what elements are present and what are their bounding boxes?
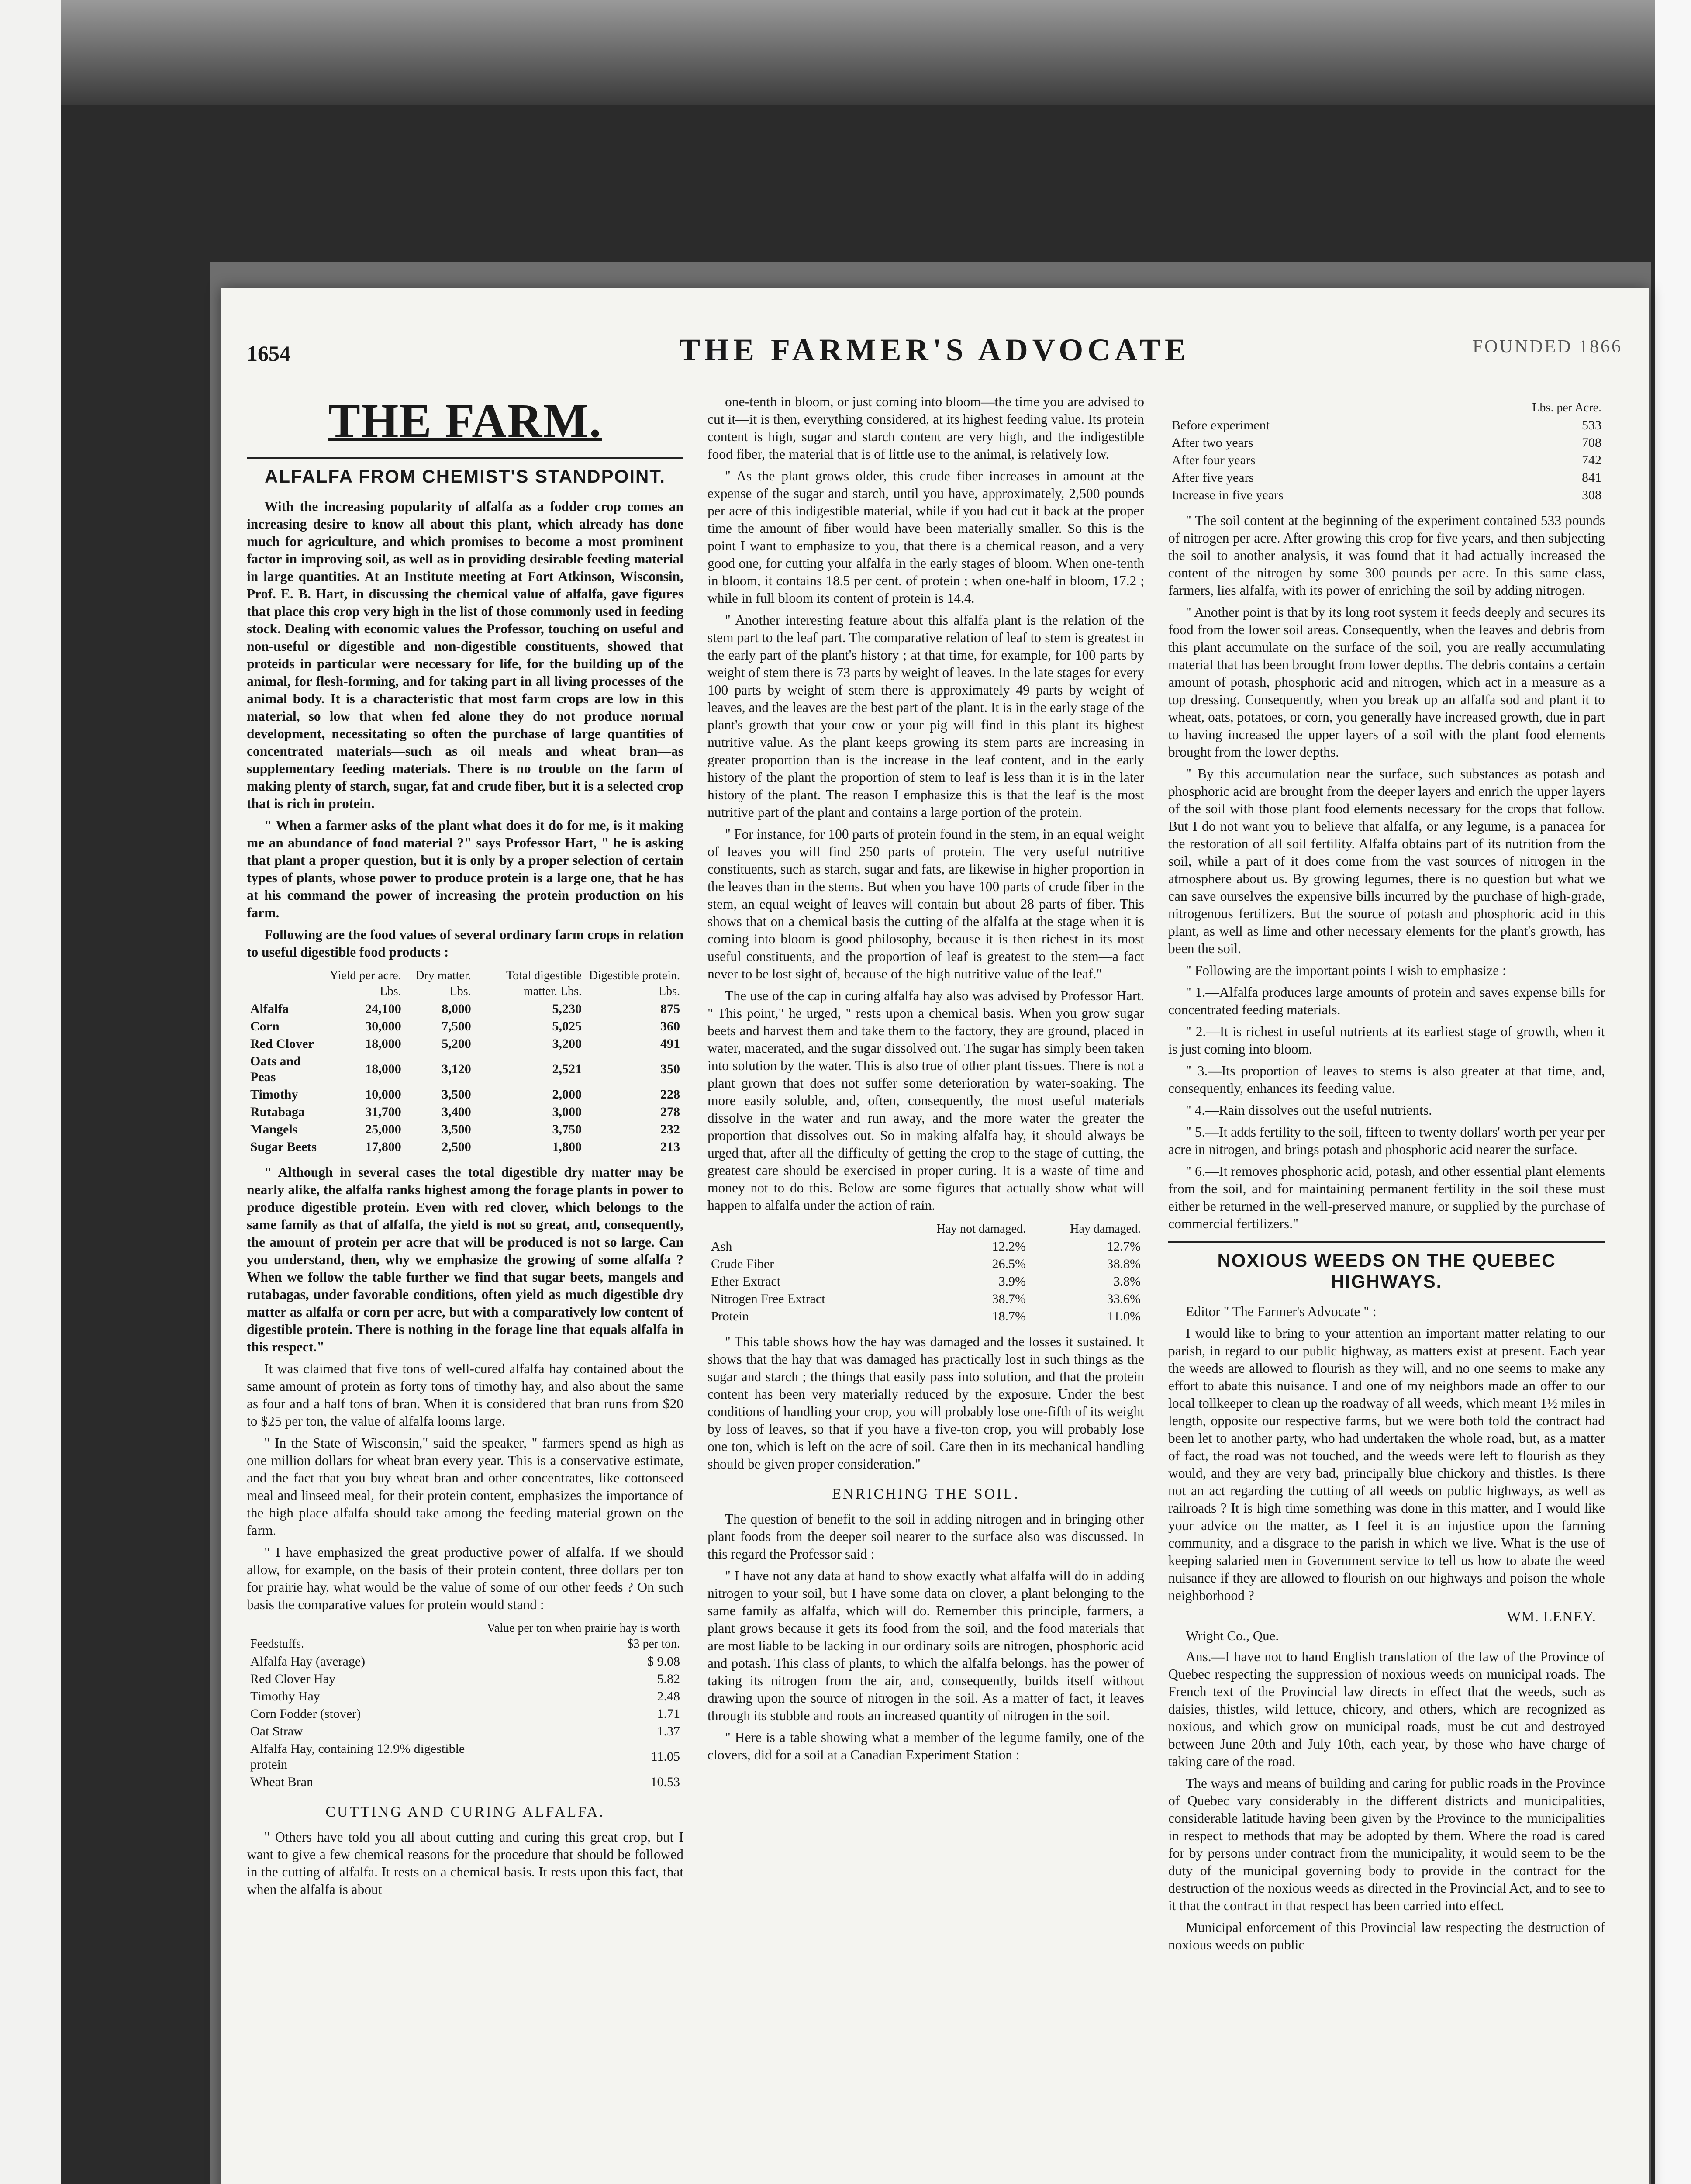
paragraph: " Another point is that by its long root system it feeds deeply and secures its food from the lower soil areas. Consequently, when the leaves and debris from this plant accumulate on the surface of the soil, you are really accumulating material that has been brought from lower depths. The debris contains a certain amount of potash, phosphoric acid and nitrogen, which act in a measure as a top dressing. Consequently, when you break up an alfalfa sod and plant it to wheat, oats, potatoes, or corn, you generally have increased growth, due in part to having increased the upper layers of a soil with the plant food elements brought from the lower depths. xyxy=(1168,605,1605,760)
table-cell: 1.37 xyxy=(657,1724,680,1738)
table-cell: 38.8% xyxy=(1107,1257,1141,1271)
table-cell: Timothy Hay xyxy=(250,1689,320,1704)
table-cell: 5,025 xyxy=(552,1019,582,1033)
table-cell: 18.7% xyxy=(992,1309,1026,1324)
table-header: Yield per acre. Lbs. xyxy=(329,969,401,998)
table-header: Digestible protein. Lbs. xyxy=(589,969,680,998)
paragraph: " I have emphasized the great productive power of alfalfa. If we should allow, for example, on the basis of their protein content, three dollars per ton for prairie hay, what would be the value of some of our other feeds ? On such basis the comparative values for protein would stand : xyxy=(247,1545,683,1612)
table-header xyxy=(247,967,324,1000)
table-cell: $ 9.08 xyxy=(647,1654,680,1669)
table-cell: 3,200 xyxy=(552,1037,582,1051)
section-title: THE FARM. xyxy=(328,394,602,447)
microfilm-right-margin xyxy=(1655,0,1691,2184)
table-cell: Before experiment xyxy=(1172,418,1270,432)
table-cell: Increase in five years xyxy=(1172,488,1284,502)
table-cell: 10.53 xyxy=(650,1775,680,1789)
table-row xyxy=(247,1138,683,1156)
table-row xyxy=(707,1255,1144,1273)
table-row xyxy=(1168,452,1605,469)
table-row xyxy=(247,1670,683,1688)
table-header xyxy=(707,1220,887,1238)
paragraph: " 6.—It removes phosphoric acid, potash, and other essential plant elements from the soil, and for maintaining permanent fertility in the soil these must either be returned in the well-preserved manure, or supplied by the purchase of commercial fertilizers." xyxy=(1168,1164,1605,1231)
table-cell: 360 xyxy=(660,1019,680,1033)
table-cell: 1.71 xyxy=(657,1707,680,1721)
table-cell: Red Clover Hay xyxy=(250,1672,335,1686)
table-cell: Oat Straw xyxy=(250,1724,303,1738)
paragraph: Municipal enforcement of this Provincial law respecting the destruction of noxious weeds on public xyxy=(1168,1920,1605,1952)
paragraph: " The soil content at the beginning of the experiment contained 533 pounds of nitrogen per acre. After growing this crop for five years, and then subjecting the soil to another analysis, it was found that it had actually increased the content of the nitrogen by some 300 pounds per acre. In this same class, farmers, lies alfalfa, with its power of enriching the soil by adding nitrogen. xyxy=(1168,513,1605,598)
running-head xyxy=(221,332,1649,371)
table-cell: Wheat Bran xyxy=(250,1775,314,1789)
paragraph: " Although in several cases the total digestible dry matter may be nearly alike, the alfalfa ranks highest among the forage plants in power to produce digestible protein. Even with red clover, which belongs to the same family as that of alfalfa, the yield is not so great, and, consequently, the amount of protein per acre that will be produced is not so large. Can you understand, then, why we emphasize the growing of some alfalfa ? When we follow the table further we find that sugar beets, mangels and rutabagas, under favorable conditions, often yield as much digestible dry matter as alfalfa or corn per acre, but with a comparatively low content of digestible protein. There is nothing in the forage line that equals alfalfa in this respect." xyxy=(247,1165,683,1355)
table-cell: After two years xyxy=(1172,435,1253,450)
table-cell: 875 xyxy=(660,1002,680,1016)
table-cell: 24,100 xyxy=(365,1002,401,1016)
table-cell: 3,000 xyxy=(552,1105,582,1119)
paragraph: It was claimed that five tons of well-cured alfalfa hay contained about the same amount of protein as forty tons of timothy hay, and also about the same as four and a half tons of bran. When it is considered that bran runs from $20 to $25 per ton, the value of alfalfa looms large. xyxy=(247,1361,683,1429)
table-row xyxy=(707,1273,1144,1290)
table-cell: 491 xyxy=(660,1037,680,1051)
paragraph: I would like to bring to your attention an important matter relating to our parish, in regard to our public highway, as matters exist at present. Each year the weeds are allowed to flourish as they will, and no one seems to make any effort to abate this nuisance. I and one of my neighbors made an offer to our local tollkeeper to clean up the roadway of all weeds, which meant 1½ miles in length, opposite our respective farms, but we were both told the contract had been let to another party, who had undertaken the whole road, but, as a matter of fact, the road was not touched, and the weeds were left to flourish as they would, and they are very bad, principally blue chickory and thistles. Is there not an act regarding the cutting of all weeds on public highways, as well as railroads ? It is high time something was done in this matter, and I would like your advice on the matter, as I feel it is an injustice upon the farming community, and a disgrace to the parish in which we live. What is the use of keeping salaried men in Government service to tell us how to abate the weed nuisance if they are allowed to flourish on our highways and poison the whole neighborhood ? xyxy=(1168,1326,1605,1603)
table-cell: 3.9% xyxy=(998,1274,1026,1289)
subheading-enriching-soil: ENRICHING THE SOIL. xyxy=(832,1486,1020,1502)
table-cell: 18,000 xyxy=(365,1062,401,1076)
table-cell: 2,000 xyxy=(552,1087,582,1102)
paragraph: " I have not any data at hand to show exactly what alfalfa will do in adding nitrogen to your soil, but I have some data on clover, a plant belonging to the same family as alfalfa, which will do. Remember this principle, farmers, a plant grows because it gets its food from the soil, and the food materials that are most liable to be lacking in our ordinary soils are nitrogen, phosphoric acid and potash. This class of plants, to which the alfalfa belongs, has the power of taking its nitrogen from the air, and, consequently, builds itself without drawing upon the source of nitrogen in the soil. As a matter of fact, it leaves through its stubble and roots an increased quantity of nitrogen in the soil. xyxy=(707,1568,1144,1723)
newspaper-page xyxy=(221,288,1649,2184)
table-cell: Corn xyxy=(250,1019,280,1033)
paragraph: The ways and means of building and caring for public roads in the Province of Quebec vary considerably in the different districts and municipalities, considerable latitude having been given by the Province to the municipalities in respect to methods that may be adopted by them. Where the road is cared for by persons under contract from the municipality, it would seem to be the duty of the municipal governing body to provide in the contract for the destruction of the noxious weeds as directed in the Provincial Act, and to see to it that the contract in that respect has been carried into effect. xyxy=(1168,1776,1605,1913)
table-row xyxy=(247,1688,683,1705)
table-cell: Protein xyxy=(711,1309,749,1324)
table-row xyxy=(1168,487,1605,504)
table-cell: 2,521 xyxy=(552,1062,582,1076)
table-cell: 5,200 xyxy=(442,1037,471,1051)
article-title-alfalfa: ALFALFA FROM CHEMIST'S STANDPOINT. xyxy=(247,457,683,487)
paragraph: one-tenth in bloom, or just coming into bloom—the time you are advised to cut it—it is then, everything considered, at its highest feeding value. Its protein content is high, sugar and starch content are very high, and the indigestible food fiber, the material that is of little use to the animal, is relatively low. xyxy=(707,394,1144,462)
table-cell: After four years xyxy=(1172,453,1256,467)
paragraph: " 5.—It adds fertility to the soil, fifteen to twenty dollars' worth per year per acre in nitrogen, and brings potash and phosphoric acid nearer the surface. xyxy=(1168,1124,1605,1157)
table-row xyxy=(247,1121,683,1138)
table-cell: Alfalfa Hay, containing 12.9% digestible protein xyxy=(250,1742,465,1772)
table-cell: 350 xyxy=(660,1062,680,1076)
table-row xyxy=(247,1740,683,1773)
table-cell: 278 xyxy=(660,1105,680,1119)
table-cell: 841 xyxy=(1582,470,1601,485)
table-header: Hay not damaged. xyxy=(936,1222,1026,1236)
table-cell: 17,800 xyxy=(365,1140,401,1154)
table-row xyxy=(247,1723,683,1740)
table-row xyxy=(1168,417,1605,434)
table-cell: 10,000 xyxy=(365,1087,401,1102)
paragraph: The question of benefit to the soil in adding nitrogen and in bringing other plant foods from the deeper soil nearer to the surface also was discussed. In this regard the Professor said : xyxy=(707,1511,1144,1562)
table-cell: Mangels xyxy=(250,1122,298,1137)
column-1 xyxy=(247,393,683,2184)
table-cell: 708 xyxy=(1582,435,1601,450)
table-cell: Oats and Peas xyxy=(250,1054,301,1084)
table-cell: 31,700 xyxy=(365,1105,401,1119)
table-row xyxy=(707,1238,1144,1255)
table-cell: Alfalfa xyxy=(250,1002,289,1016)
paragraph: " Others have told you all about cutting and curing this great crop, but I want to give a few chemical reasons for the procedure that should be followed in the cutting of alfalfa. It rests on a chemical basis. It rests upon this fact, that when the alfalfa is about xyxy=(247,1829,683,1897)
column-3 xyxy=(1168,393,1605,2184)
crop-values-table xyxy=(247,967,683,1156)
table-header: Dry matter. Lbs. xyxy=(415,969,471,998)
table-cell: 213 xyxy=(660,1140,680,1154)
table-cell: Ether Extract xyxy=(711,1274,781,1289)
column-2 xyxy=(707,393,1144,2184)
table-cell: 11.05 xyxy=(651,1749,680,1764)
table-cell: 1,800 xyxy=(552,1140,582,1154)
subheading-cutting-curing: CUTTING AND CURING ALFALFA. xyxy=(325,1804,605,1820)
table-header: Total digestible matter. Lbs. xyxy=(506,969,582,998)
paragraph: Ans.—I have not to hand English translation of the law of the Province of Quebec respecting the suppression of noxious weeds on municipal roads. The French text of the Provincial law directs in effect that the weeds, such as daisies, thistles, wild lettuce, chicory, and others, which are recognized as noxious, and which grow on municipal roads, must be cut and destroyed between June 20th and July 10th, each year, by those who have charge of taking care of the road. xyxy=(1168,1649,1605,1769)
editor-salutation: Editor " The Farmer's Advocate " : xyxy=(1186,1304,1377,1319)
table-row xyxy=(247,1653,683,1670)
table-cell: 3,750 xyxy=(552,1122,582,1137)
rain-damage-table xyxy=(707,1220,1144,1325)
table-cell: Nitrogen Free Extract xyxy=(711,1292,825,1306)
table-cell: 742 xyxy=(1582,453,1601,467)
table-cell: 7,500 xyxy=(442,1019,471,1033)
table-cell: Red Clover xyxy=(250,1037,314,1051)
paragraph: " For instance, for 100 parts of protein found in the stem, in an equal weight of leaves you will find 250 parts of protein. The very useful nutritive constituents, such as starch, sugar and fats, are likewise in higher proportion in the leaves than in the stems. But when you have 100 parts of crude fiber in the stem, an equal weight of leaves will contain but about 28 parts of fiber. This shows that on a chemical basis the cutting of the alfalfa at the stage when it is coming into bloom is good philosophy, because it is then richest in its most useful constituents, and the proportion of leaf is greatest to the stem—a fact never to be lost sight of, because of the high nutritive value of the leaf." xyxy=(707,826,1144,981)
paragraph: " 2.—It is richest in useful nutrients at its earliest stage of growth, when it is just coming into bloom. xyxy=(1168,1024,1605,1057)
table-cell: 308 xyxy=(1582,488,1601,502)
table-row xyxy=(707,1308,1144,1325)
table-cell: 228 xyxy=(660,1087,680,1102)
table-cell: Crude Fiber xyxy=(711,1257,774,1271)
table-cell: 533 xyxy=(1582,418,1601,432)
paragraph: " 1.—Alfalfa produces large amounts of protein and saves expense bills for concentrated feeding materials. xyxy=(1168,985,1605,1017)
table-cell: 3,500 xyxy=(442,1122,471,1137)
founded-line: FOUNDED 1866 xyxy=(1472,337,1622,357)
microfilm-left-margin xyxy=(0,0,61,2184)
page-number: 1654 xyxy=(247,341,290,366)
table-cell: 11.0% xyxy=(1107,1309,1141,1324)
table-header-row xyxy=(1168,399,1605,417)
paragraph: " Here is a table showing what a member of the legume family, one of the clovers, did for a soil at a Canadian Experiment Station : xyxy=(707,1730,1144,1762)
paragraph: " By this accumulation near the surface, such substances as potash and phosphoric acid are brought from the deeper layers and enrich the upper layers of the soil with those plant food elements necessary for the crops that follow. But I do not want you to believe that alfalfa, or any legume, is a panacea for the restoration of all soil fertility. Alfalfa obtains part of its nutrition from the soil, while a part of it does come from the vast sources of nitrogen in the atmosphere about us. By growing legumes, there is no question but what we can save ourselves the expensive bills incurred by the purchase of high-grade, nitrogenous fertilizers. But the source of potash and phosphoric acid in this plant, as well as lime and other necessary elements for the plant's growth, has been the soil. xyxy=(1168,766,1605,956)
paragraph: " 3.—Its proportion of leaves to stems is also greater at that time, and, consequently, enhances its feeding value. xyxy=(1168,1063,1605,1096)
table-cell: Rutabaga xyxy=(250,1105,305,1119)
table-cell: 5,230 xyxy=(552,1002,582,1016)
signature: WM. LENEY. xyxy=(1507,1609,1596,1625)
table-header-row xyxy=(247,967,683,1000)
table-row xyxy=(247,1053,683,1086)
table-row xyxy=(1168,434,1605,452)
table-cell: 2,500 xyxy=(442,1140,471,1154)
table-cell: 5.82 xyxy=(657,1672,680,1686)
table-cell: 18,000 xyxy=(365,1037,401,1051)
table-row xyxy=(247,1000,683,1018)
paragraph: " Following are the important points I wish to emphasize : xyxy=(1186,963,1506,978)
table-row xyxy=(1168,469,1605,487)
table-cell: Alfalfa Hay (average) xyxy=(250,1654,366,1669)
table-cell: 3.8% xyxy=(1113,1274,1141,1289)
paragraph: Following are the food values of several ordinary farm crops in relation to useful digestible food products : xyxy=(247,927,683,960)
paragraph: " In the State of Wisconsin," said the speaker, " farmers spend as high as one million dollars for wheat bran every year. This is a conservative estimate, and the fact that you buy wheat bran and other concentrates, like cottonseed meal and linseed meal, for their protein content, emphasizes the importance of the high place alfalfa should take among the feeding material grown on the farm. xyxy=(247,1435,683,1538)
table-header: Feedstuffs. xyxy=(250,1637,304,1651)
table-cell: 3,500 xyxy=(442,1087,471,1102)
table-cell: 12.7% xyxy=(1107,1239,1141,1254)
table-row xyxy=(247,1773,683,1791)
table-cell: 30,000 xyxy=(365,1019,401,1033)
article-title-noxious-weeds: NOXIOUS WEEDS ON THE QUEBEC HIGHWAYS. xyxy=(1168,1241,1605,1292)
paragraph: " When a farmer asks of the plant what does it do for me, is it making me an abundance of food material ?" says Professor Hart, " he is asking that plant a proper question, but it is only by a proper selection of certain types of plants, whose power to produce protein is a large one, that he has at his command the power of increasing the protein production on his farm. xyxy=(247,818,683,920)
table-header: Hay damaged. xyxy=(1070,1222,1141,1236)
table-header-row xyxy=(707,1220,1144,1238)
table-row xyxy=(247,1103,683,1121)
table-cell: 3,400 xyxy=(442,1105,471,1119)
microfilm-top-border xyxy=(61,0,1691,105)
table-header xyxy=(1168,399,1434,417)
paragraph: With the increasing popularity of alfalfa as a fodder crop comes an increasing desire to know all about this plant, which already has done much for agriculture, and which promises to become a most prominent factor in improving soil, as well as in providing desirable feeding material in large quantities. At an Institute meeting at Fort Atkinson, Wisconsin, Prof. E. B. Hart, in discussing the chemical value of alfalfa, gave figures that place this crop very high in the list of those commonly used in feeding stock. Dealing with economic values the Professor, touching on useful and non-useful or digestible and non-digestible constituents, showed that proteids in particular were necessary for life, for the building up of the animal, for flesh-forming, and for taking part in all living processes of the animal body. It is a characteristic that most farm crops are low in this material, so low that when fed alone they do not produce normal development, necessitating so often the purchase of large quantities of concentrated materials—such as oil meals and wheat bran—as supplementary feeding materials. There is no trouble on the farm of making plenty of starch, sugar, fat and crude fiber, but it is a selected crop that is rich in protein. xyxy=(247,499,683,811)
table-cell: 26.5% xyxy=(992,1257,1026,1271)
table-cell: 3,120 xyxy=(442,1062,471,1076)
table-header-row xyxy=(247,1620,683,1653)
table-cell: 232 xyxy=(660,1122,680,1137)
table-row xyxy=(247,1018,683,1035)
table-cell: Sugar Beets xyxy=(250,1140,317,1154)
paragraph: " As the plant grows older, this crude fiber increases in amount at the expense of the sugar and starch, until you have, approximately, 2,500 pounds per acre of this indigestible material, while if you had cut it back at the proper time the amount of fiber would have been materially smaller. So this is the point I want to emphasize to you, that there is a chemical reason, and a very good one, for cutting your alfalfa in the early stages of bloom. When one-tenth in bloom, it contains 18.5 per cent. of protein ; when one-half in bloom, 17.2 ; while in full bloom its content of protein is 14.4. xyxy=(707,468,1144,606)
nitrogen-table xyxy=(1168,399,1605,504)
table-cell: 25,000 xyxy=(365,1122,401,1137)
paragraph: " 4.—Rain dissolves out the useful nutrients. xyxy=(1186,1102,1432,1118)
table-row xyxy=(247,1035,683,1053)
table-cell: 38.7% xyxy=(992,1292,1026,1306)
paragraph: " This table shows how the hay was damaged and the losses it sustained. It shows that the hay that was damaged has practically lost in such things as the sugar and starch ; the things that easily pass into solution, and that the protein content has been very materially reduced by the exposure. Under the best conditions of handling your crop, you will probably lose one-fifth of its weight by loss of leaves, so that if you have a five-ton crop, you will probably lose one ton, which is left on the acre of soil. Care then in its mechanical handling should be given proper consideration." xyxy=(707,1334,1144,1472)
table-row xyxy=(707,1290,1144,1308)
table-row xyxy=(247,1086,683,1103)
table-row xyxy=(247,1705,683,1723)
table-cell: 8,000 xyxy=(442,1002,471,1016)
table-cell: 2.48 xyxy=(657,1689,680,1704)
table-header: Lbs. per Acre. xyxy=(1532,401,1601,415)
table-header: Value per ton when prairie hay is worth $3 per ton. xyxy=(487,1621,680,1651)
feed-values-table xyxy=(247,1620,683,1791)
table-cell: 12.2% xyxy=(992,1239,1026,1254)
paragraph: The use of the cap in curing alfalfa hay also was advised by Professor Hart. " This point," he urged, " rests upon a chemical basis. When you grow sugar beets and harvest them and take them to the factory, they are ground, placed in water, macerated, and the sugar dissolved out. The sugar has simply been taken into solution by the water. This is also true of other plant tissues. There is not a plant grown that does not suffer some deterioration by water-soaking. The more easily soluble, and, often, consequently, the most useful materials dissolve in the water and run away, and the more water the greater the proportion that dissolves out. So in making alfalfa hay, it should always be urged that, after all the difficulty of getting the crop to the stage of cutting, the greatest care should be exercised in proper curing. It is a waste of time and money not to do this. Below are some figures that actually show what will happen to alfalfa under the action of rain. xyxy=(707,988,1144,1213)
location-line: Wright Co., Que. xyxy=(1186,1628,1279,1643)
table-cell: After five years xyxy=(1172,470,1254,485)
table-cell: 33.6% xyxy=(1107,1292,1141,1306)
table-cell: Ash xyxy=(711,1239,732,1254)
journal-title: THE FARMER'S ADVOCATE xyxy=(679,332,1190,367)
paragraph: " Another interesting feature about this alfalfa plant is the relation of the stem part to the leaf part. The comparative relation of leaf to stem is greatest in the early part of the plant's history ; at that time, for example, for 100 parts by weight of stem there is 73 parts by weight of leaves. In the late stages for every 100 parts by weight of stem there is approximately 49 parts by weight of leaves, and the leaves are the best part of the plant. It is in the early stage of the plant's growth that your cow or your pig will find in this plant its highest nutritive value. As the plant keeps growing its stem parts are increasing in greater proportion than is the increase in the leaf content, and in the early history of the plant the proportion of stem to leaf is less than it is in the later history of the plant. The reason I emphasize this is that the leaf is the most nutritive part of the plant and contains a large portion of the protein. xyxy=(707,612,1144,820)
table-cell: Timothy xyxy=(250,1087,298,1102)
table-cell: Corn Fodder (stover) xyxy=(250,1707,361,1721)
